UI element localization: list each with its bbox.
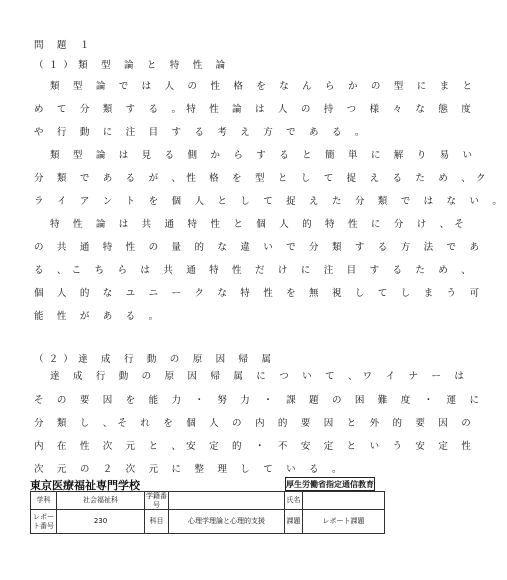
report-row-1 — [31, 492, 385, 510]
report-no-value: 230 — [57, 510, 145, 534]
report-row-2 — [31, 510, 385, 534]
department-value: 社会福祉科 — [57, 492, 145, 510]
paragraph-line: 分 類 し 、そ れ を 個 人 の 内 的 要 因 と 外 的 要 因 の — [34, 418, 476, 429]
section-2-heading: （２）達 成 行 動 の 原 因 帰 属 — [34, 354, 277, 365]
student-id-value — [169, 492, 285, 510]
student-id-label: 学籍番号 — [146, 492, 167, 509]
paragraph-line: 類 型 論 は 見 る 側 か ら す る と 簡 単 に 解 り 易 い — [50, 150, 478, 161]
paragraph-line: の 共 通 特 性 の 量 的 な 違 い で 分 類 す る 方 法 で あ — [34, 242, 485, 253]
subject-value: 心理学理論と心理的支援 — [169, 510, 285, 534]
paragraph-line: 特 性 論 は 共 通 特 性 と 個 人 的 特 性 に 分 け 、そ — [50, 219, 470, 230]
paragraph-line: ラ イ ア ン ト を 個 人 と し て 捉 え た 分 類 で は な い 。 — [34, 196, 507, 207]
name-label: 氏名 — [285, 492, 303, 510]
paragraph-line: 内 在 性 次 元 と 、安 定 的 ・ 不 安 定 と い う 安 定 性 — [34, 441, 476, 452]
report-info-table — [30, 491, 385, 534]
paragraph-line: 次 元 の ２ 次 元 に 整 理 し て い る 。 — [34, 464, 347, 475]
paragraph-line: 能 性 が あ る 。 — [34, 311, 164, 322]
section-1-heading: （１）類 型 論 と 特 性 論 — [34, 60, 231, 71]
paragraph-line: る 、こ ち ら は 共 通 特 性 だ け に 注 目 す る た め 、 — [34, 265, 476, 276]
paragraph-line: そ の 要 因 を 能 力 ・ 努 力 ・ 課 題 の 困 難 度 ・ 運 に — [34, 395, 485, 406]
accreditation-stamp: 厚生労働省指定通信教育 — [286, 479, 374, 489]
question-heading: 問 題 １ — [34, 40, 95, 51]
school-name: 東京医療福祉専門学校 — [30, 479, 140, 492]
name-value — [303, 492, 385, 510]
topic-value: レポート課題 — [303, 510, 385, 534]
department-label: 学科 — [31, 492, 57, 510]
paragraph-line: 個 人 的 な ユ ニ ー ク な 特 性 を 無 視 し て し ま う 可 — [34, 288, 485, 299]
report-no-label: レポート番号 — [31, 510, 57, 534]
paragraph-line: め て 分 類 す る 。特 性 論 は 人 の 持 つ 様 々 な 態 度 — [34, 104, 476, 115]
paragraph-line: 類 型 論 で は 人 の 性 格 を な ん ら か の 型 に ま と — [50, 81, 478, 92]
topic-label: 課題 — [285, 510, 303, 534]
subject-label: 科目 — [145, 510, 169, 534]
paragraph-line: や 行 動 に 注 目 す る 考 え 方 で あ る 。 — [34, 127, 370, 138]
paragraph-line: 分 類 で あ る が 、性 格 を 型 と し て 捉 え る た め 、ク — [34, 173, 491, 184]
paragraph-line: 達 成 行 動 の 原 因 帰 属 に つ い て 、ワ イ ナ ー は — [50, 371, 470, 382]
